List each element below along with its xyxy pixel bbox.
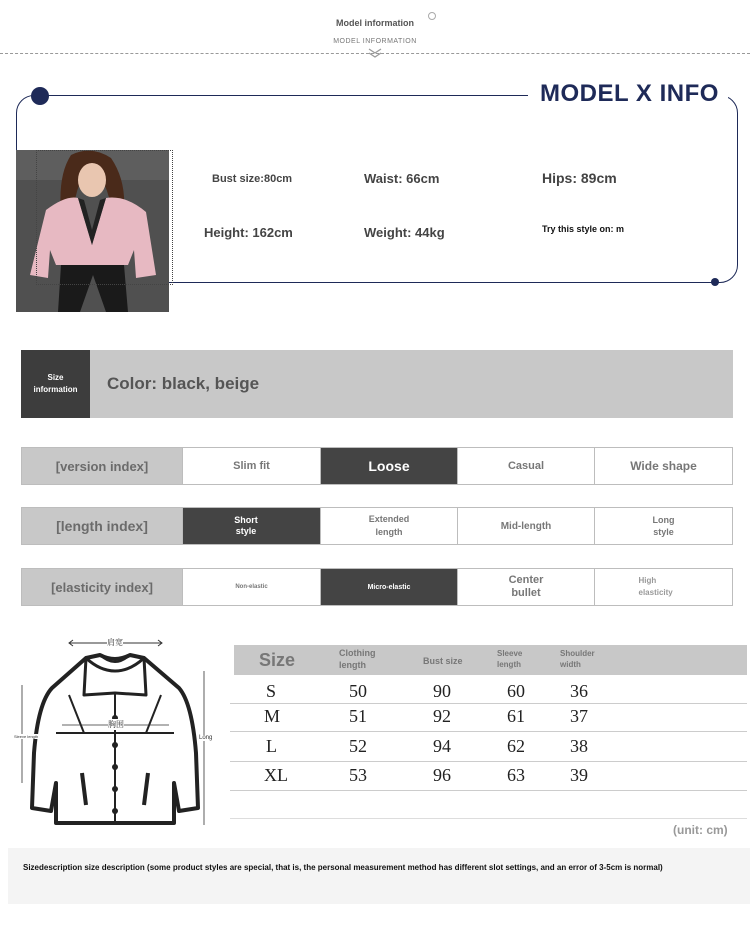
hips-size: Hips: 89cm bbox=[542, 170, 617, 186]
waist-size: Waist: 66cm bbox=[364, 171, 440, 186]
option-mid-length: Mid-length bbox=[457, 508, 594, 544]
version-index-row bbox=[21, 447, 733, 485]
model-info-title: MODEL X INFO bbox=[540, 80, 719, 107]
elasticity-index-label: [elasticity index] bbox=[22, 569, 182, 605]
version-index-label: [version index] bbox=[22, 448, 182, 484]
color-text: Color: black, beige bbox=[107, 374, 260, 393]
chest-label: 胸围 bbox=[108, 720, 124, 729]
option-high-elasticity: High elasticity bbox=[594, 569, 732, 605]
option-center-bullet: Center bullet bbox=[457, 569, 594, 605]
col-bust-size: Bust size bbox=[423, 656, 463, 666]
jacket-diagram bbox=[14, 633, 214, 828]
circle-icon bbox=[428, 12, 436, 20]
header-title: Model information bbox=[336, 18, 414, 28]
shoulder-label: 肩宽 bbox=[107, 638, 123, 647]
col-clothing-length: Clothing length bbox=[339, 648, 376, 670]
option-loose: Loose bbox=[320, 448, 457, 484]
size-table-header bbox=[234, 645, 747, 675]
size-description: Sizedescription size description (some product styles are special, that is, the personal measurement method has different slot settings, and an error of 3-5cm is normal) bbox=[23, 863, 663, 872]
header-divider bbox=[0, 53, 750, 54]
bust-size: Bust size:80cm bbox=[212, 173, 293, 185]
unit-label: (unit: cm) bbox=[673, 823, 728, 837]
sleeve-label: Sleeve length bbox=[14, 734, 39, 739]
option-extended-length: Extended length bbox=[320, 508, 457, 544]
option-casual: Casual bbox=[457, 448, 594, 484]
photo-frame bbox=[36, 150, 173, 285]
decor-dot bbox=[711, 278, 719, 286]
height: Height: 162cm bbox=[204, 225, 293, 240]
option-long-style: Long style bbox=[594, 508, 732, 544]
col-sleeve-length: Sleeve length bbox=[497, 649, 523, 669]
elasticity-index-row bbox=[21, 568, 733, 606]
option-wide-shape: Wide shape bbox=[594, 448, 732, 484]
col-shoulder-width: Shoulder width bbox=[560, 649, 595, 669]
header-subtitle: MODEL INFORMATION bbox=[333, 38, 417, 45]
option-short-style: Short style bbox=[182, 508, 320, 544]
option-slim-fit: Slim fit bbox=[182, 448, 320, 484]
try-style: Try this style on: m bbox=[542, 224, 625, 234]
length-index-label: [length index] bbox=[22, 508, 182, 544]
option-micro-elastic: Micro-elastic bbox=[320, 569, 457, 605]
weight: Weight: 44kg bbox=[364, 225, 445, 240]
decor-dot bbox=[31, 87, 49, 105]
size-info-label: Size information bbox=[21, 350, 90, 418]
option-non-elastic: Non-elastic bbox=[182, 569, 320, 605]
col-size: Size bbox=[259, 650, 296, 670]
long-label: Long bbox=[199, 735, 213, 741]
length-index-row bbox=[21, 507, 733, 545]
description-bar bbox=[8, 848, 750, 904]
